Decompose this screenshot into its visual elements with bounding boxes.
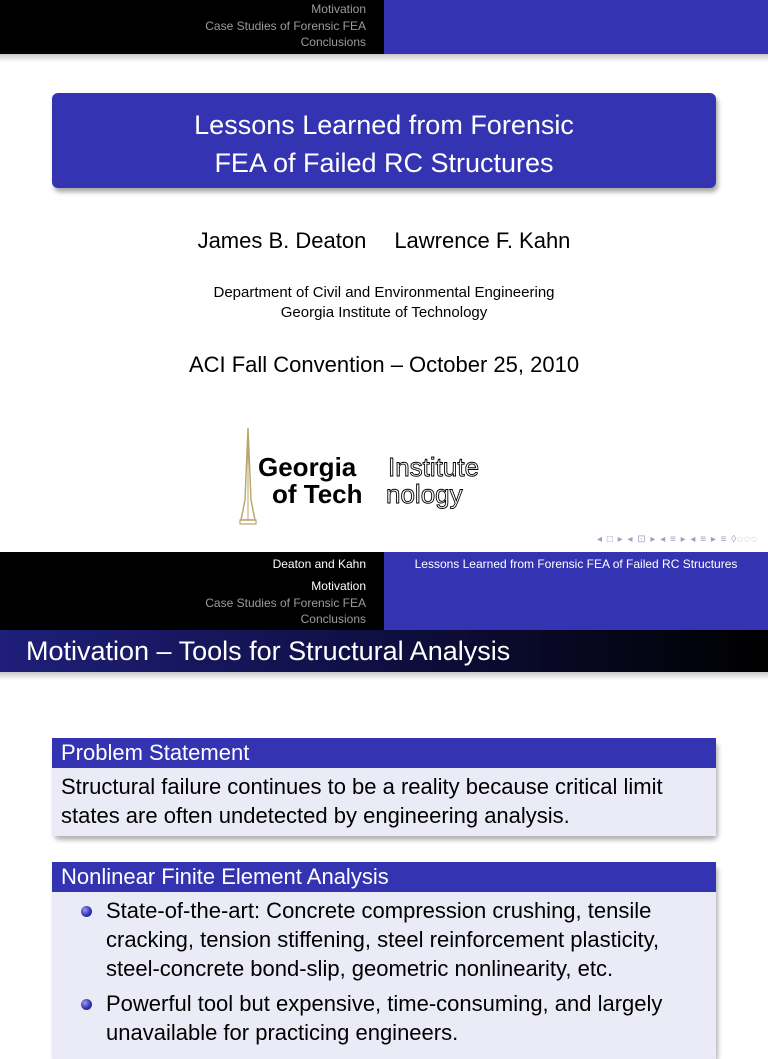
title-box — [52, 93, 716, 188]
bullet-text: State-of-the-art: Concrete compression crushing, tensile cracking, tension stiffening, steel reinforcement plasticity, steel-concrete bond-slip, geometric nonlinearity, etc. — [106, 898, 660, 981]
previous-slide-footer — [0, 552, 768, 578]
spire-icon — [240, 428, 256, 524]
nav-motivation[interactable]: Motivation — [311, 579, 366, 593]
conference-date: ACI Fall Convention – October 25, 2010 — [188, 352, 580, 377]
authors — [0, 228, 768, 254]
header-shadow — [0, 54, 768, 62]
block-body: Structural failure continues to be a reality because critical limit states are often undetected by engineering analysis. — [52, 768, 716, 836]
nav-case-studies[interactable]: Case Studies of Forensic FEA — [205, 595, 366, 610]
bullet-text: Powerful tool but expensive, time-consuming, and largely unavailable for practicing engineers. — [106, 991, 663, 1045]
title-line-2: FEA of Failed RC Structures — [214, 148, 554, 178]
bullet-item — [61, 896, 707, 983]
logo-word-oftech: of Tech — [272, 479, 363, 509]
header-blue-panel — [384, 578, 768, 630]
frametitle-shadow — [0, 672, 768, 680]
block-body — [52, 892, 716, 1059]
nav-case-studies[interactable]: Case Studies of Forensic FEA — [205, 18, 366, 33]
block-title: Nonlinear Finite Element Analysis — [52, 862, 716, 892]
problem-statement-block — [52, 738, 716, 836]
slide-header — [0, 578, 768, 630]
beamer-navigation-symbols[interactable]: ◂ □ ▸ ◂ ⊡ ▸ ◂ ≡ ▸ ◂ ≡ ▸ ≡ ◊◌◌◌ — [597, 534, 758, 545]
nav-motivation[interactable]: Motivation — [311, 2, 366, 16]
frame-title: Motivation – Tools for Structural Analysis — [0, 630, 768, 672]
bullet-ball-icon — [81, 999, 92, 1010]
logo-word-nology: nology — [386, 479, 463, 509]
affiliation-institute: Georgia Institute of Technology — [280, 304, 488, 321]
title-line-1: Lessons Learned from Forensic — [194, 110, 574, 140]
footer-title: Lessons Learned from Forensic FEA of Failed RC Structures — [384, 552, 768, 578]
author-kahn: Lawrence F. Kahn — [394, 228, 571, 253]
bullet-item — [61, 989, 707, 1047]
bullet-ball-icon — [81, 906, 92, 917]
affiliation-department: Department of Civil and Environmental Engineering — [213, 284, 555, 301]
section-nav — [0, 0, 384, 54]
nav-conclusions[interactable]: Conclusions — [300, 35, 366, 49]
affiliation — [0, 283, 768, 323]
georgia-tech-logo — [236, 428, 536, 528]
nav-conclusions[interactable]: Conclusions — [300, 612, 366, 626]
header-blue-panel — [384, 0, 768, 54]
section-nav — [0, 578, 384, 630]
block-title: Problem Statement — [52, 738, 716, 768]
bullet-list — [61, 896, 707, 1047]
slide-header — [0, 0, 768, 54]
logo-word-institute: Institute — [388, 452, 480, 482]
motivation-slide — [0, 552, 768, 1045]
author-deaton: James B. Deaton — [197, 228, 367, 253]
footer-authors: Deaton and Kahn — [0, 552, 384, 578]
logo-word-georgia: Georgia — [258, 452, 357, 482]
nonlinear-fea-block — [52, 862, 716, 1059]
